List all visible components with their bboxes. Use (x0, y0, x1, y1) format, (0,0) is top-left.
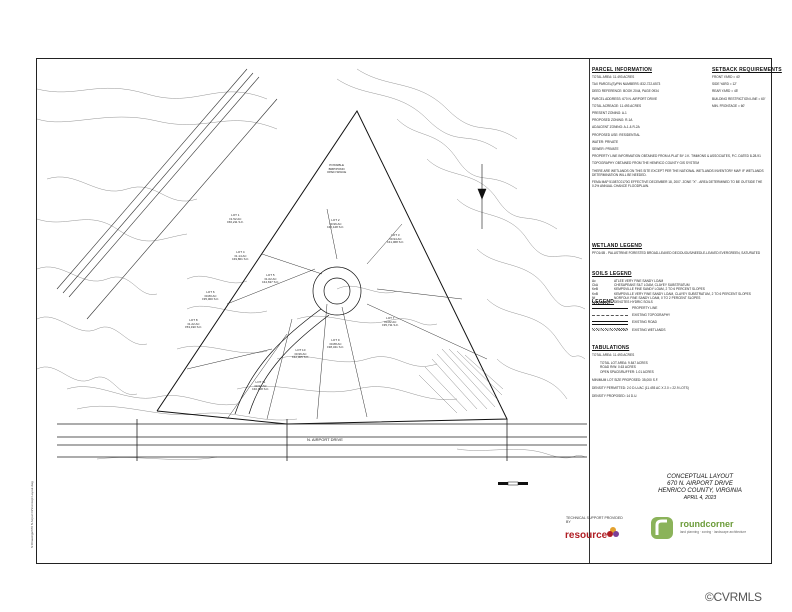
parcel-line: PROPOSED USE: RESIDENTIAL (592, 132, 641, 137)
soil-desc: KEMPSVILLE FINE SANDY LOAM, 2 TO 6 PERCENT SLOPES (614, 287, 705, 292)
setback-value: 45' (733, 89, 739, 94)
soil-desc: ATLEE VERY FINE SANDY LOAM (614, 279, 664, 283)
scale-bar (498, 480, 538, 488)
setback-value: 60' (740, 103, 745, 108)
soil-desc: CHESAPEAKE SILT LOAM, CLAYEY SUBSTRATUM (614, 283, 690, 288)
wetlands-icon (592, 328, 628, 331)
roundcorner-tagline: land planning · zoning · landscape architecture (680, 530, 747, 534)
lot-label (252, 381, 269, 392)
parcel-line: SEWER: PRIVATE (592, 147, 619, 152)
lot-area: ±0.94 AC ±40,908 S.F. (252, 383, 269, 392)
setback-label: REAR YARD = (712, 89, 734, 94)
soil-code: Nf (592, 295, 596, 300)
soil-desc: KEMPSVILLE VERY FINE SANDY LOAM, CLAYEY SUBSTRATUM, 2 TO 6 PERCENT SLOPES (614, 291, 751, 296)
legend-row (592, 328, 770, 332)
setback-row (712, 97, 768, 101)
lot-lines (187, 209, 487, 419)
lot-area: ±0.94 AC ±41,068 S.F. (387, 236, 404, 245)
lot-area: ±0.96 AC ±42,005 S.F. (292, 351, 309, 360)
soils-legend-title: SOILS LEGEND (592, 271, 632, 277)
setback-row (712, 82, 770, 86)
tabulations-title: TABULATIONS (592, 345, 630, 351)
soil-row (592, 300, 770, 304)
soil-code: KnB (592, 291, 599, 296)
title-line-1: CONCEPTUAL LAYOUT (666, 474, 734, 480)
legend-row (592, 306, 770, 310)
lot-area: ±1.02 AC ±44,637 S.F. (262, 276, 279, 285)
setback-list (712, 75, 770, 108)
title-date: APRIL 4, 2023 (683, 495, 717, 501)
setback-row (712, 75, 770, 79)
tab-line: MINIMUM LOT SIZE PROPOSED: 35,000 S.F. (592, 377, 659, 382)
lot-label (387, 234, 404, 245)
lot-name: LOT 9 (331, 338, 340, 342)
tab-line: DENSITY PERMITTED: 2.0 D.U./AC (11.493 AC X 2.0 = 22.9 LOTS) (592, 386, 689, 391)
lot-name: LOT 6 (206, 290, 215, 294)
hydric-label: DENOTES HYDRIC SOILS (614, 300, 653, 305)
lot-name: LOT 3 (391, 233, 400, 237)
roundcorner-logo-icon (650, 516, 674, 540)
north-arrow (478, 164, 486, 229)
lot-area: ±1.52 AC ±66,211 S.F. (227, 216, 244, 225)
lot-area: ±1.14 AC ±49,801 S.F. (232, 253, 249, 262)
tabulations-list (592, 353, 770, 398)
setback-row (712, 104, 770, 108)
title-line-3: HENRICO COUNTY, VIRGINIA (658, 488, 742, 494)
soil-code: Ac (592, 279, 596, 283)
legend-list (592, 306, 770, 332)
lot-label (327, 339, 344, 350)
setback-value: 40' (736, 75, 741, 79)
tab-line: TOTAL AREA: 11.493 ACRES (592, 353, 635, 357)
lot-name: LOT 1 (231, 213, 240, 217)
parcel-line: THERE ARE WETLANDS ON THIS SITE EXCEPT PER THE NATIONAL WETLANDS INVENTORY MAP. IF WETLANDS DETERMINATION WILL BE NEEDED. (592, 168, 764, 177)
lot-area: ±0.80 AC ±35,000 S.F. (202, 293, 219, 302)
road-icon (592, 321, 628, 325)
tab-line: DENSITY PROPOSED: 14 D.U. (592, 394, 638, 399)
parcel-line: FEMA MAP 51087C0170G EFFECTIVE DECEMBER 18, 2007. ZONE "X" - AREA DETERMINED TO BE OUTSIDE THE 0.2% ANNUAL CHANCE FLOODPLAIN. (592, 180, 763, 189)
setback-label: MIN. FRONTAGE = (712, 103, 740, 108)
lot-label (185, 319, 202, 330)
parcel-line: PARCEL ADDRESS: 670 N. AIRPORT DRIVE (592, 96, 658, 101)
lot-name: LOT 7 (386, 316, 395, 320)
parcel-line: PROPOSED ZONING: R-1A (592, 118, 633, 123)
legend-title: LEGEND (592, 299, 615, 305)
street-label: N. AIRPORT DRIVE (307, 437, 343, 442)
parcel-line: TOTAL ACREAGE: 11.493 ACRES (592, 103, 642, 108)
soil-code: KeB (592, 287, 599, 292)
lot-label (327, 219, 344, 230)
lot-name: LOT 2 (331, 218, 340, 222)
topography-icon (592, 315, 628, 316)
lot-name: LOT 8 (189, 318, 198, 322)
soils-list (592, 279, 770, 304)
lot-area: ±0.88 AC ±38,341 S.F. (327, 341, 344, 350)
lot-label (292, 349, 309, 360)
lot-area: ±0.82 AC ±35,711 S.F. (382, 319, 399, 328)
lot-label (202, 291, 219, 302)
lot-area: ±1.22 AC ±53,190 S.F. (185, 321, 202, 330)
legend-row (592, 320, 770, 324)
parcel-line: ADJACENT ZONING: A-1 & R-2A (592, 125, 640, 130)
parcel-line: TOTAL AREA: 11.493 ACRES (592, 75, 635, 79)
lot-name: LOT 5 (266, 273, 275, 277)
wetland-hatch (419, 349, 503, 413)
lot-label (262, 274, 279, 285)
setback-row (712, 89, 770, 93)
parcel-line: PROPERTY LINE INFORMATION OBTAINED FROM A PLAT BY J.K. TIMMONS & ASSOCIATES, P.C. DATED 8-28-91 (592, 154, 761, 159)
title-line-2: 670 N. AIRPORT DRIVE (667, 481, 733, 487)
legend-row (592, 313, 770, 317)
roundcorner-logo: roundcorner (680, 519, 734, 529)
lot-area: ±0.96 AC ±42,128 S.F. (327, 221, 344, 230)
parcel-line: WATER: PRIVATE (592, 139, 619, 144)
title-block (640, 474, 760, 501)
property-line-icon (592, 308, 628, 309)
setback-title: SETBACK REQUIREMENTS (712, 67, 782, 73)
parcel-line: TAX PARCEL(S)/PIN NUMBERS: 832-722-6573 (592, 82, 661, 87)
parcel-info-title: PARCEL INFORMATION (592, 67, 652, 73)
file-path-note: S:\Drawings\670 N Airport Dr\Concept Layout.dwg (30, 481, 34, 548)
soil-code: CkA (592, 283, 599, 288)
possible-bmp-label: POSSIBLE BMP/POND OPEN SPACE (327, 163, 347, 175)
resource-flower-icon (606, 526, 620, 540)
tab-line: OPEN SPACE/BUFFER: 1.01 ACRES (600, 369, 654, 374)
railroad-corridor (57, 69, 277, 319)
setback-value: 12' (732, 82, 737, 87)
parcel-line: TOPOGRAPHY OBTAINED FROM THE HENRICO COUNTY GIS SYSTEM (592, 161, 700, 166)
wetland-legend-title: WETLAND LEGEND (592, 243, 643, 249)
lot-label (382, 317, 399, 328)
lot-name: LOT 4 (236, 250, 245, 254)
wetland-legend-line: PFO1/4B - PALUSTRINE FORESTED BROAD-LEAVED DECIDUOUS/NEEDLE-LEAVED EVERGREEN, SATURATED (592, 251, 761, 255)
background-topo-lines (37, 69, 585, 460)
legend-label: PROPERTY LINE (632, 306, 658, 310)
lot-label (232, 251, 249, 262)
parcel-line: PRESENT ZONING: A-1 (592, 111, 627, 116)
setback-value: 60' (761, 96, 766, 101)
soil-desc: NORFOLK FINE SANDY LOAM, 0 TO 2 PERCENT SLOPES (614, 295, 701, 300)
setback-label: SIDE YARD = (712, 82, 732, 87)
lot-name: LOT 11 (255, 380, 266, 384)
lot-label (227, 214, 244, 225)
copyright-watermark: ©CVRMLS (705, 590, 762, 604)
lot-name: LOT 10 (295, 348, 306, 352)
setback-label: FRONT YARD = (712, 75, 736, 79)
tab-line: ROAD R/W: 0.63 ACRES (600, 365, 636, 370)
parcel-line: DEED REFERENCE: BOOK 2044, PAGE 0934 (592, 89, 659, 94)
legend-label: EXISTING ROAD (632, 320, 657, 325)
legend-label: EXISTING TOPOGRAPHY (632, 313, 671, 318)
resource-logo: resource (565, 530, 608, 541)
support-label: TECHNICAL SUPPORT PROVIDED BY (566, 516, 623, 525)
legend-label: EXISTING WETLANDS (632, 327, 666, 332)
tab-line: TOTAL LOT AREA: 9.847 ACRES (600, 361, 648, 366)
setback-label: BUILDING RESTRICTION LINE = (712, 96, 761, 101)
